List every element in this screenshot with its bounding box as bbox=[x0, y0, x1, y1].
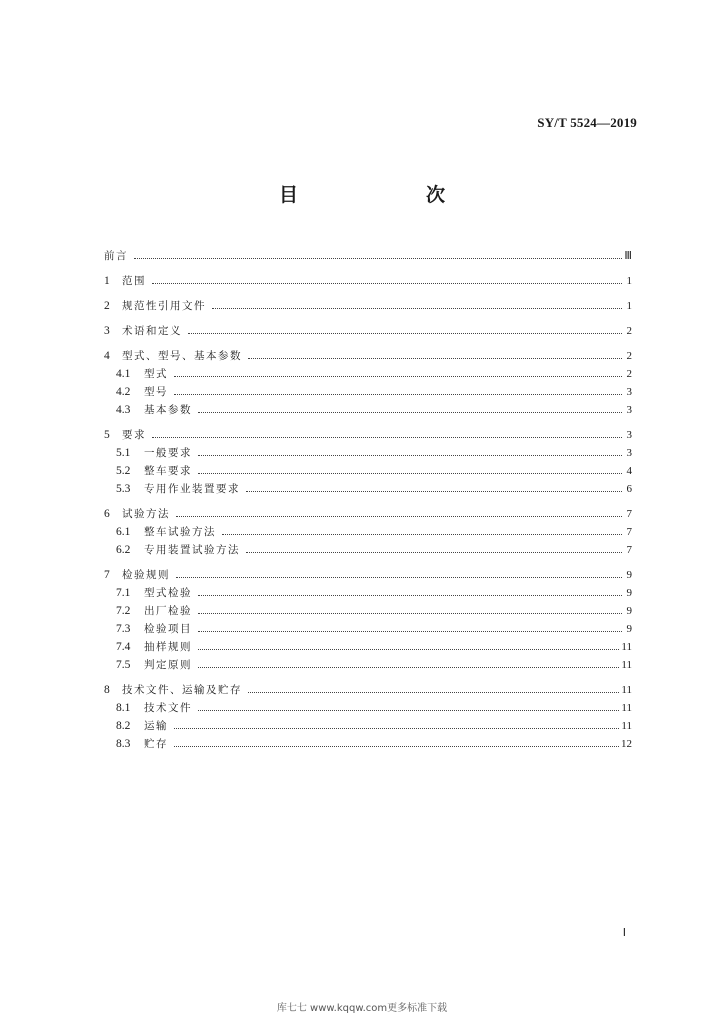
toc-entry-number: 5.3 bbox=[116, 483, 131, 495]
toc-entry-label: 基本参数 bbox=[144, 404, 192, 416]
toc-entry[interactable] bbox=[104, 620, 632, 638]
toc-entry[interactable] bbox=[104, 681, 632, 699]
toc-entry-number: 3 bbox=[104, 325, 110, 337]
toc-entry-number: 4.1 bbox=[116, 368, 131, 380]
toc-entry-number: 7.5 bbox=[116, 659, 131, 671]
toc-entry-label: 试验方法 bbox=[122, 508, 170, 520]
toc-entry-label: 型式检验 bbox=[144, 587, 192, 599]
toc-entry[interactable] bbox=[104, 480, 632, 498]
toc-entry-page: 2 bbox=[626, 368, 632, 380]
toc-entry[interactable] bbox=[104, 638, 632, 656]
dot-leader bbox=[198, 649, 619, 650]
dot-leader bbox=[174, 376, 622, 377]
dot-leader bbox=[198, 613, 622, 614]
dot-leader bbox=[198, 412, 622, 413]
dot-leader bbox=[198, 473, 622, 474]
dot-leader bbox=[198, 631, 622, 632]
toc-entry-page: 12 bbox=[621, 738, 632, 750]
toc-entry-page: 3 bbox=[626, 429, 632, 441]
toc-entry-number: 8.2 bbox=[116, 720, 131, 732]
toc-entry-label: 抽样规则 bbox=[144, 641, 192, 653]
toc-entry-page: 7 bbox=[626, 526, 632, 538]
dot-leader bbox=[152, 283, 622, 284]
dot-leader bbox=[248, 692, 619, 693]
toc-entry-page: 11 bbox=[621, 720, 632, 732]
toc-entry[interactable] bbox=[104, 717, 632, 735]
toc-entry-number: 6.2 bbox=[116, 544, 131, 556]
toc-entry-page: 1 bbox=[626, 275, 632, 287]
dot-leader bbox=[152, 437, 622, 438]
toc-entry-page: 11 bbox=[621, 641, 632, 653]
toc-entry[interactable] bbox=[104, 322, 632, 340]
toc-entry[interactable] bbox=[104, 505, 632, 523]
toc-entry-page: 2 bbox=[626, 325, 632, 337]
dot-leader bbox=[176, 577, 622, 578]
dot-leader bbox=[198, 667, 619, 668]
toc-entry-label: 术语和定义 bbox=[122, 325, 182, 337]
toc-entry-page: 3 bbox=[626, 447, 632, 459]
toc-entry-number: 7.3 bbox=[116, 623, 131, 635]
dot-leader bbox=[198, 455, 622, 456]
toc-entry-label: 运输 bbox=[144, 720, 168, 732]
toc-entry-label: 要求 bbox=[122, 429, 146, 441]
dot-leader bbox=[188, 333, 622, 334]
toc-entry-number: 8 bbox=[104, 684, 110, 696]
toc-entry[interactable] bbox=[104, 444, 632, 462]
toc-entry-number: 8.1 bbox=[116, 702, 131, 714]
toc-entry-page: 11 bbox=[621, 684, 632, 696]
toc-entry-label: 技术文件、运输及贮存 bbox=[122, 684, 242, 696]
toc-entry[interactable] bbox=[104, 347, 632, 365]
toc-entry-page: 9 bbox=[626, 569, 632, 581]
toc-entry[interactable] bbox=[104, 656, 632, 674]
toc-entry-page: 1 bbox=[626, 300, 632, 312]
toc-entry[interactable] bbox=[104, 602, 632, 620]
toc-entry[interactable] bbox=[104, 699, 632, 717]
toc-entry-page: 9 bbox=[626, 605, 632, 617]
toc-entry-page: 6 bbox=[626, 483, 632, 495]
toc-entry-number: 7.4 bbox=[116, 641, 131, 653]
dot-leader bbox=[174, 728, 619, 729]
toc-entry-page: 3 bbox=[626, 404, 632, 416]
dot-leader bbox=[198, 710, 619, 711]
watermark-text: 库七七 www.kqqw.com更多标准下载 bbox=[276, 1003, 448, 1014]
toc-entry-label: 型式 bbox=[144, 368, 168, 380]
toc-entry-number: 5 bbox=[104, 429, 110, 441]
toc-entry-page: 3 bbox=[626, 386, 632, 398]
toc-entry[interactable] bbox=[104, 297, 632, 315]
toc-entry-label: 整车试验方法 bbox=[144, 526, 216, 538]
toc-entry[interactable] bbox=[104, 365, 632, 383]
toc-entry-label: 前言 bbox=[104, 250, 128, 262]
toc-entry-number: 7.1 bbox=[116, 587, 131, 599]
table-of-contents bbox=[104, 247, 632, 753]
toc-entry-number: 1 bbox=[104, 275, 110, 287]
toc-entry-number: 4.2 bbox=[116, 386, 131, 398]
dot-leader bbox=[246, 491, 622, 492]
toc-entry-number: 6.1 bbox=[116, 526, 131, 538]
toc-entry-number: 2 bbox=[104, 300, 110, 312]
toc-entry-page: Ⅲ bbox=[624, 250, 632, 262]
dot-leader bbox=[246, 552, 622, 553]
toc-entry[interactable] bbox=[104, 735, 632, 753]
toc-entry-label: 整车要求 bbox=[144, 465, 192, 477]
toc-entry-number: 7.2 bbox=[116, 605, 131, 617]
toc-entry[interactable] bbox=[104, 383, 632, 401]
toc-entry-page: 2 bbox=[626, 350, 632, 362]
toc-entry-label: 检验规则 bbox=[122, 569, 170, 581]
toc-entry[interactable] bbox=[104, 247, 632, 265]
toc-entry-number: 6 bbox=[104, 508, 110, 520]
toc-entry-label: 贮存 bbox=[144, 738, 168, 750]
toc-entry-number: 7 bbox=[104, 569, 110, 581]
toc-entry-label: 出厂检验 bbox=[144, 605, 192, 617]
dot-leader bbox=[174, 394, 622, 395]
page-number: Ⅰ bbox=[622, 927, 626, 939]
toc-entry-page: 11 bbox=[621, 659, 632, 671]
toc-entry-label: 判定原则 bbox=[144, 659, 192, 671]
toc-entry-label: 技术文件 bbox=[144, 702, 192, 714]
dot-leader bbox=[198, 595, 622, 596]
toc-entry-page: 7 bbox=[626, 508, 632, 520]
toc-entry-number: 8.3 bbox=[116, 738, 131, 750]
toc-entry-number: 5.2 bbox=[116, 465, 131, 477]
toc-entry-page: 9 bbox=[626, 623, 632, 635]
toc-entry-number: 4.3 bbox=[116, 404, 131, 416]
dot-leader bbox=[222, 534, 622, 535]
toc-entry[interactable] bbox=[104, 523, 632, 541]
toc-entry-page: 4 bbox=[626, 465, 632, 477]
dot-leader bbox=[176, 516, 622, 517]
toc-entry-page: 7 bbox=[626, 544, 632, 556]
toc-entry[interactable] bbox=[104, 584, 632, 602]
toc-entry-label: 型式、型号、基本参数 bbox=[122, 350, 242, 362]
dot-leader bbox=[248, 358, 622, 359]
page-title: 目 次 bbox=[278, 184, 475, 206]
standard-code: SY/T 5524—2019 bbox=[537, 115, 637, 130]
toc-entry-label: 范围 bbox=[122, 275, 146, 287]
toc-entry-number: 5.1 bbox=[116, 447, 131, 459]
toc-entry-label: 专用装置试验方法 bbox=[144, 544, 240, 556]
toc-entry[interactable] bbox=[104, 401, 632, 419]
toc-entry[interactable] bbox=[104, 566, 632, 584]
toc-entry-page: 11 bbox=[621, 702, 632, 714]
toc-entry-label: 专用作业装置要求 bbox=[144, 483, 240, 495]
toc-entry[interactable] bbox=[104, 462, 632, 480]
dot-leader bbox=[134, 258, 622, 259]
toc-entry-label: 规范性引用文件 bbox=[122, 300, 206, 312]
toc-entry[interactable] bbox=[104, 272, 632, 290]
toc-entry-label: 型号 bbox=[144, 386, 168, 398]
toc-entry[interactable] bbox=[104, 541, 632, 559]
toc-entry-label: 一般要求 bbox=[144, 447, 192, 459]
toc-entry[interactable] bbox=[104, 426, 632, 444]
dot-leader bbox=[212, 308, 622, 309]
toc-entry-number: 4 bbox=[104, 350, 110, 362]
dot-leader bbox=[174, 746, 619, 747]
toc-entry-label: 检验项目 bbox=[144, 623, 192, 635]
toc-entry-page: 9 bbox=[626, 587, 632, 599]
